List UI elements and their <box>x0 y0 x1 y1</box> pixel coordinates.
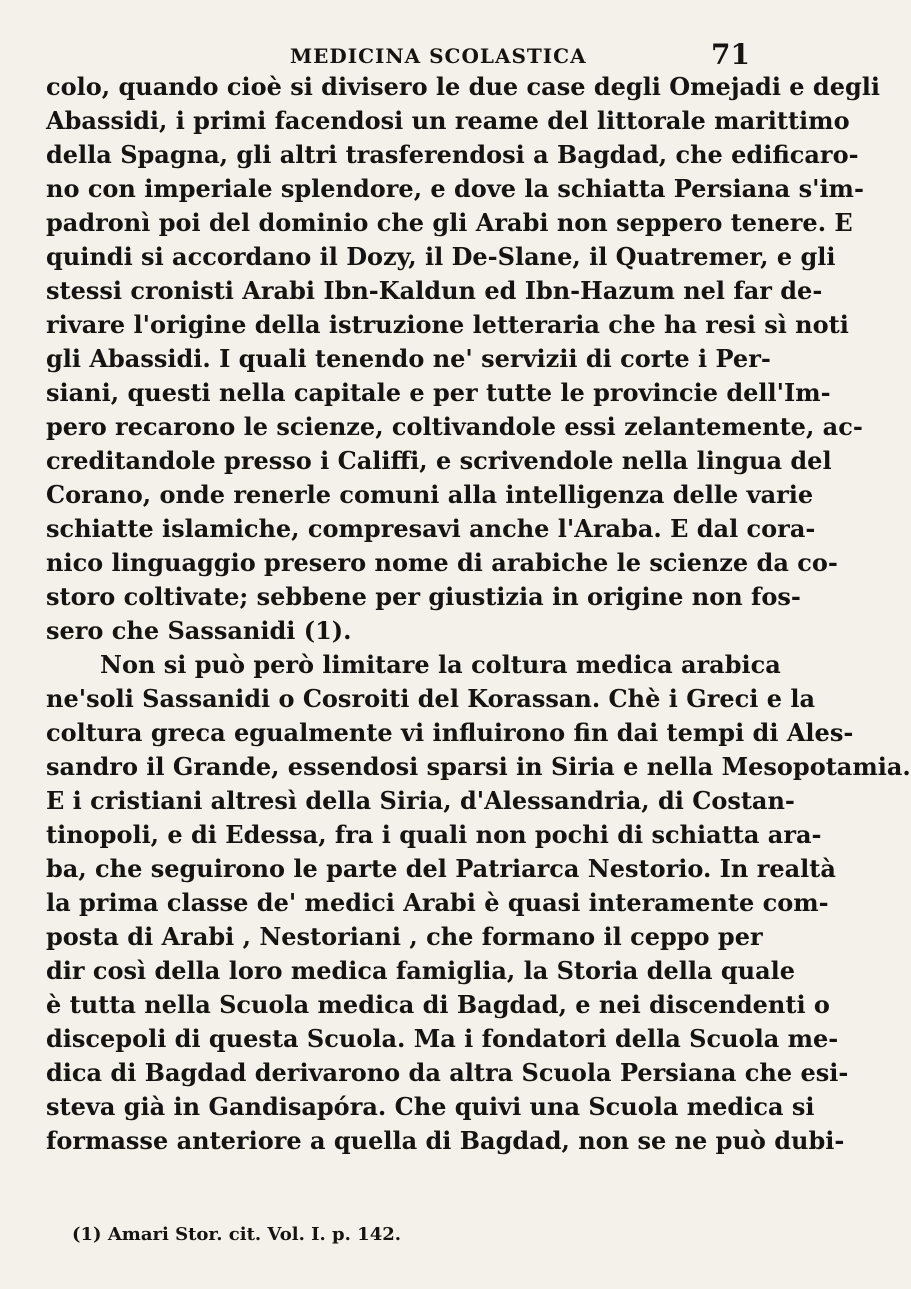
text-line: sandro il Grande, essendosi sparsi in Siria e nella Mesopotamia. <box>46 752 911 781</box>
text-line: creditandole presso i Califfi, e scrivendole nella lingua del <box>46 446 832 475</box>
text-line: è tutta nella Scuola medica di Bagdad, e nei discendenti o <box>46 990 830 1019</box>
text-line: Corano, onde renerle comuni alla intelligenza delle varie <box>46 480 814 509</box>
text-line: sero che Sassanidi (1). <box>46 616 352 645</box>
paragraph-start-line: Non si può però limitare la coltura medica arabica <box>100 650 781 679</box>
text-line: stessi cronisti Arabi Ibn-Kaldun ed Ibn-Hazum nel far de- <box>46 276 823 305</box>
text-line: colo, quando cioè si divisero le due case degli Omejadi e degli <box>46 72 880 101</box>
running-title: MEDICINA SCOLASTICA <box>290 44 587 68</box>
text-line: schiatte islamiche, compresavi anche l'Araba. E dal cora- <box>46 514 816 543</box>
body-text <box>46 70 911 1158</box>
text-line: no con imperiale splendore, e dove la schiatta Persiana s'im- <box>46 174 864 203</box>
text-line: rivare l'origine della istruzione letteraria che ha resi sì noti <box>46 310 849 339</box>
text-line: pero recarono le scienze, coltivandole essi zelantemente, ac- <box>46 412 863 441</box>
text-line: della Spagna, gli altri trasferendosi a Bagdad, che edificaro- <box>46 140 859 169</box>
running-head <box>48 38 760 72</box>
text-line: E i cristiani altresì della Siria, d'Alessandria, di Costan- <box>46 786 795 815</box>
text-line: dir così della loro medica famiglia, la Storia della quale <box>46 956 796 985</box>
text-line: discepoli di questa Scuola. Ma i fondatori della Scuola me- <box>46 1024 839 1053</box>
page-number: 71 <box>711 38 750 71</box>
text-line: la prima classe de' medici Arabi è quasi interamente com- <box>46 888 829 917</box>
text-line: posta di Arabi , Nestoriani , che formano il ceppo per <box>46 922 763 951</box>
footnote: (1) Amari Stor. cit. Vol. I. p. 142. <box>72 1224 402 1245</box>
text-line: coltura greca egualmente vi influirono fin dai tempi di Ales- <box>46 718 854 747</box>
text-line: dica di Bagdad derivarono da altra Scuola Persiana che esi- <box>46 1058 849 1087</box>
text-line: quindi si accordano il Dozy, il De-Slane, il Quatremer, e gli <box>46 242 836 271</box>
text-line: steva già in Gandisapóra. Che quivi una Scuola medica si <box>46 1092 815 1121</box>
text-line: gli Abassidi. I quali tenendo ne' servizii di corte i Per- <box>46 344 771 373</box>
text-line: tinopoli, e di Edessa, fra i quali non pochi di schiatta ara- <box>46 820 822 849</box>
text-line: siani, questi nella capitale e per tutte le provincie dell'Im- <box>46 378 831 407</box>
text-line: formasse anteriore a quella di Bagdad, non se ne può dubi- <box>46 1126 845 1155</box>
text-line: ne'soli Sassanidi o Cosroiti del Korassan. Chè i Greci e la <box>46 684 815 713</box>
text-line: nico linguaggio presero nome di arabiche le scienze da co- <box>46 548 838 577</box>
text-line: Abassidi, i primi facendosi un reame del littorale marittimo <box>46 106 850 135</box>
text-line: ba, che seguirono le parte del Patriarca Nestorio. In realtà <box>46 854 836 883</box>
text-line: storo coltivate; sebbene per giustizia in origine non fos- <box>46 582 801 611</box>
text-line: padronì poi del dominio che gli Arabi non seppero tenere. E <box>46 208 853 237</box>
